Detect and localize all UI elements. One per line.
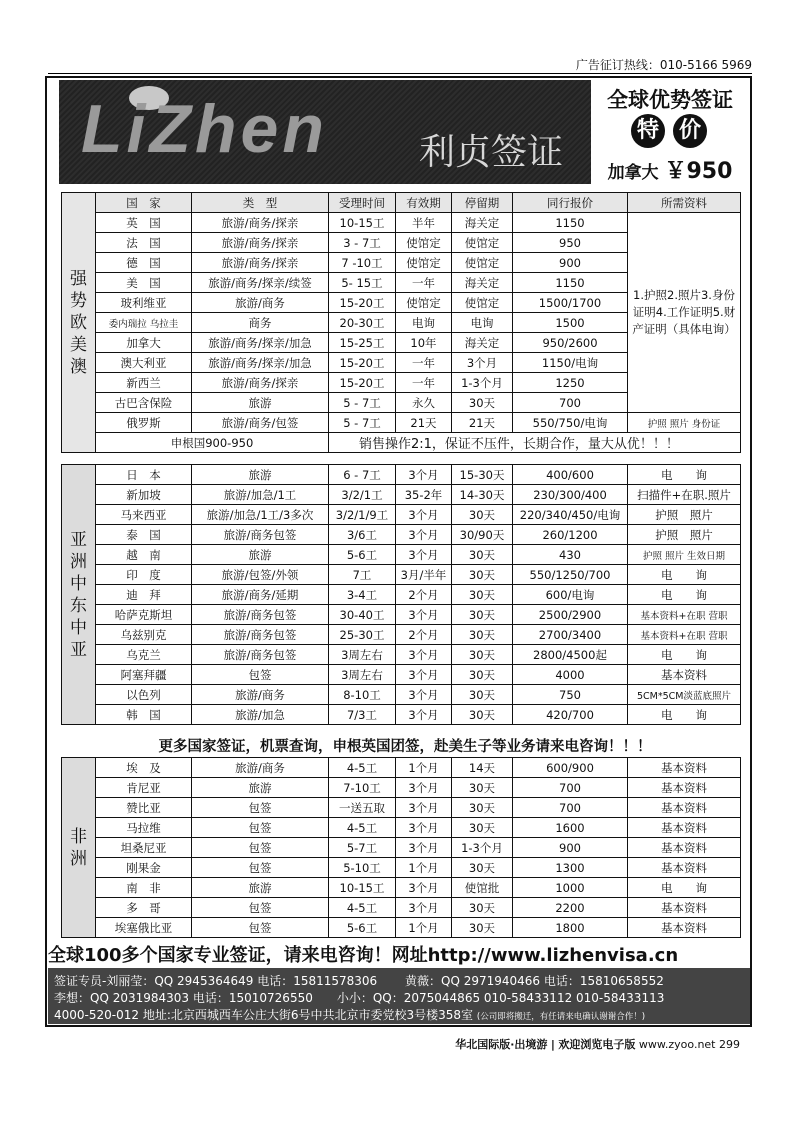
page-footer xyxy=(300,1036,740,1052)
table-cell: 护照 照片 生效日期 xyxy=(628,545,741,565)
table-cell: 30天 xyxy=(452,505,513,525)
table-row xyxy=(62,565,741,585)
contact-line-2: 李想：QQ 2031984303 电话：15010726550 小小：QQ：2075044865 010-58433112 010-58433113 xyxy=(54,991,665,1005)
promo-badge-te: 特 xyxy=(631,114,665,148)
table-cell: 7/3工 xyxy=(329,705,396,725)
table-cell: 坦桑尼亚 xyxy=(96,838,192,858)
table-cell: 包签 xyxy=(192,858,329,878)
table-cell: 旅游/商务/探亲 xyxy=(192,213,329,233)
region-label-asia: 亚洲中东中亚 xyxy=(62,465,96,725)
table-cell: 玻利维亚 xyxy=(96,293,192,313)
table-row xyxy=(62,878,741,898)
footer-slogan: 全球100多个国家专业签证，请来电咨询！网址http://www.lizhenvisa.cn xyxy=(48,945,679,966)
table-cell: 肯尼亚 xyxy=(96,778,192,798)
table-row xyxy=(62,858,741,878)
table-cell: 1800 xyxy=(513,918,628,938)
table-cell: 海关定 xyxy=(452,333,513,353)
table-cell: 4-5工 xyxy=(329,818,396,838)
logo-cn: 利贞签证 xyxy=(419,132,564,173)
ad-hotline: 广告征订热线：010-5166 5969 xyxy=(575,58,752,72)
table-cell: 1-3个月 xyxy=(452,373,513,393)
table-cell: 永久 xyxy=(396,393,452,413)
table-europe-americas xyxy=(61,192,741,453)
footer-separator: | xyxy=(550,1038,555,1051)
contact-bar xyxy=(48,968,750,1024)
table-cell: 基本资料 xyxy=(628,838,741,858)
table-cell: 3/6工 xyxy=(329,525,396,545)
table-cell: 古巴含保险 xyxy=(96,393,192,413)
table-cell: 旅游/加急/1工/3多次 xyxy=(192,505,329,525)
table-row xyxy=(62,818,741,838)
table-cell: 迪 拜 xyxy=(96,585,192,605)
table-cell: 3周左右 xyxy=(329,645,396,665)
table-cell: 550/1250/700 xyxy=(513,565,628,585)
table-cell: 基本资料 xyxy=(628,665,741,685)
table-cell: 旅游/商务/探亲/加急 xyxy=(192,353,329,373)
table-cell: 旅游/包签/外领 xyxy=(192,565,329,585)
table-cell: 950/2600 xyxy=(513,333,628,353)
table-cell: 21天 xyxy=(396,413,452,433)
table-cell: 14-30天 xyxy=(452,485,513,505)
table-cell: 旅游/商务/探亲/续签 xyxy=(192,273,329,293)
table-cell: 新西兰 xyxy=(96,373,192,393)
table-cell: 3 - 7工 xyxy=(329,233,396,253)
table-row xyxy=(62,918,741,938)
table-cell: 1250 xyxy=(513,373,628,393)
table-cell: 400/600 xyxy=(513,465,628,485)
header-cell: 停留期 xyxy=(452,193,513,213)
table-cell: 1150/电询 xyxy=(513,353,628,373)
table-cell: 3个月 xyxy=(396,525,452,545)
table-cell: 包签 xyxy=(192,818,329,838)
table-cell: 30/90天 xyxy=(452,525,513,545)
table-cell: 900 xyxy=(513,838,628,858)
table-cell: 使馆定 xyxy=(396,233,452,253)
table-cell: 35-2年 xyxy=(396,485,452,505)
table-cell: 基本资料 xyxy=(628,858,741,878)
header-cell: 有效期 xyxy=(396,193,452,213)
header-cell: 类 型 xyxy=(192,193,329,213)
table-cell: 南 非 xyxy=(96,878,192,898)
table-cell: 1500 xyxy=(513,313,628,333)
table-cell: 旅游/商务/探亲 xyxy=(192,233,329,253)
table-cell: 一年 xyxy=(396,373,452,393)
table-header-row xyxy=(62,193,741,213)
table-cell: 1150 xyxy=(513,213,628,233)
table-cell: 基本资料+在职 营职 xyxy=(628,625,741,645)
table-cell: 430 xyxy=(513,545,628,565)
table-cell: 30-40工 xyxy=(329,605,396,625)
table-cell: 电 询 xyxy=(628,465,741,485)
table-row xyxy=(62,645,741,665)
table-cell: 2个月 xyxy=(396,585,452,605)
brand-banner xyxy=(59,80,591,184)
table-cell: 1150 xyxy=(513,273,628,293)
region-label-africa: 非洲 xyxy=(62,758,96,938)
table-row xyxy=(62,465,741,485)
contact-note: (公司即将搬迁，有任请来电确认谢谢合作！) xyxy=(476,1012,646,1022)
table-cell: 10-15工 xyxy=(329,213,396,233)
table-cell: 15-20工 xyxy=(329,373,396,393)
table-cell: 德 国 xyxy=(96,253,192,273)
table-cell: 加拿大 xyxy=(96,333,192,353)
table-cell: 电 询 xyxy=(628,878,741,898)
table-row xyxy=(62,685,741,705)
table-cell: 护照 照片 身份证 xyxy=(628,413,741,433)
table-asia-middle-east xyxy=(61,464,741,725)
top-rule xyxy=(48,73,752,74)
table-cell: 英 国 xyxy=(96,213,192,233)
table-cell: 日 本 xyxy=(96,465,192,485)
footer-slogan-text: 欢迎浏览电子版 xyxy=(558,1038,636,1051)
table-cell: 商务 xyxy=(192,313,329,333)
table-cell: 4000 xyxy=(513,665,628,685)
table-row xyxy=(62,758,741,778)
table-cell: 美 国 xyxy=(96,273,192,293)
table-cell: 5 - 7工 xyxy=(329,413,396,433)
table-cell: 多 哥 xyxy=(96,898,192,918)
table-cell: 哈萨克斯坦 xyxy=(96,605,192,625)
table-cell: 旅游/商务包签 xyxy=(192,525,329,545)
table-cell: 乌兹别克 xyxy=(96,625,192,645)
table-cell: 230/300/400 xyxy=(513,485,628,505)
table-cell: 基本资料 xyxy=(628,898,741,918)
promo-title: 全球优势签证 xyxy=(607,88,733,112)
table-cell: 260/1200 xyxy=(513,525,628,545)
table-cell: 30天 xyxy=(452,545,513,565)
table-cell: 扫描件+在职.照片 xyxy=(628,485,741,505)
table-cell: 30天 xyxy=(452,705,513,725)
table-cell: 电 询 xyxy=(628,585,741,605)
table-cell: 3个月 xyxy=(396,645,452,665)
table-cell: 25-30工 xyxy=(329,625,396,645)
table-cell: 旅游/商务包签 xyxy=(192,605,329,625)
table-cell: 一年 xyxy=(396,273,452,293)
table-cell: 3个月 xyxy=(396,705,452,725)
table-cell: 750 xyxy=(513,685,628,705)
table-cell: 15-20工 xyxy=(329,293,396,313)
table-cell: 5- 15工 xyxy=(329,273,396,293)
table-cell: 电 询 xyxy=(628,565,741,585)
contact-address: 4000-520-012 地址:北京西城西车公庄大街6号中共北京市委党校3号楼358室 xyxy=(54,1008,474,1022)
table-cell: 950 xyxy=(513,233,628,253)
table-row xyxy=(62,413,741,433)
table-cell: 3个月 xyxy=(396,898,452,918)
table-cell: 5-6工 xyxy=(329,918,396,938)
header-cell: 同行报价 xyxy=(513,193,628,213)
table-row xyxy=(62,665,741,685)
contact-line-1: 签证专员-刘丽莹：QQ 2945364649 电话：15811578306 黄薇：QQ 2971940466 电话：15810658552 xyxy=(54,974,664,988)
table-cell: 5 - 7工 xyxy=(329,393,396,413)
table-cell: 30天 xyxy=(452,798,513,818)
promo-amount: ￥950 xyxy=(664,159,733,184)
table-cell: 法 国 xyxy=(96,233,192,253)
table-cell: 6 - 7工 xyxy=(329,465,396,485)
table-cell: 3个月 xyxy=(396,665,452,685)
table-cell: 30天 xyxy=(452,858,513,878)
table-cell: 30天 xyxy=(452,818,513,838)
table-row xyxy=(62,525,741,545)
table-cell: 新加坡 xyxy=(96,485,192,505)
table-cell: 15-25工 xyxy=(329,333,396,353)
table-cell: 4-5工 xyxy=(329,758,396,778)
table-cell: 越 南 xyxy=(96,545,192,565)
table-row xyxy=(62,838,741,858)
table-cell: 1500/1700 xyxy=(513,293,628,313)
table-cell: 以色列 xyxy=(96,685,192,705)
table-cell: 印 度 xyxy=(96,565,192,585)
table-cell: 使馆定 xyxy=(452,233,513,253)
table-cell: 30天 xyxy=(452,778,513,798)
table-cell: 3个月 xyxy=(396,465,452,485)
table-cell: 使馆定 xyxy=(396,253,452,273)
table-cell: 3个月 xyxy=(396,685,452,705)
table-cell: 30天 xyxy=(452,685,513,705)
table-cell: 2700/3400 xyxy=(513,625,628,645)
table-cell: 基本资料 xyxy=(628,798,741,818)
table-cell: 旅游/商务包签 xyxy=(192,625,329,645)
table-cell: 阿塞拜疆 xyxy=(96,665,192,685)
table-cell: 700 xyxy=(513,798,628,818)
table-row xyxy=(62,545,741,565)
table-cell: 30天 xyxy=(452,645,513,665)
header-cell: 国 家 xyxy=(96,193,192,213)
table-cell: 旅游/商务/延期 xyxy=(192,585,329,605)
table-cell: 7-10工 xyxy=(329,778,396,798)
table-row xyxy=(62,213,741,233)
table-cell: 旅游/商务/探亲 xyxy=(192,373,329,393)
table-cell: 2200 xyxy=(513,898,628,918)
table-row xyxy=(62,605,741,625)
table-cell: 1个月 xyxy=(396,858,452,878)
table-cell: 8-10工 xyxy=(329,685,396,705)
table-cell: 550/750/电询 xyxy=(513,413,628,433)
table-cell: 旅游/商务 xyxy=(192,758,329,778)
table-cell: 基本资料 xyxy=(628,818,741,838)
table-cell: 乌克兰 xyxy=(96,645,192,665)
table-cell: 旅游 xyxy=(192,393,329,413)
table-cell: 30天 xyxy=(452,393,513,413)
table-cell: 5-10工 xyxy=(329,858,396,878)
table-cell: 护照 照片 xyxy=(628,525,741,545)
table-cell: 包签 xyxy=(192,918,329,938)
table-row xyxy=(62,505,741,525)
table-cell: 使馆批 xyxy=(452,878,513,898)
promo-badge-jia: 价 xyxy=(673,114,707,148)
table-cell: 埃塞俄比亚 xyxy=(96,918,192,938)
table-cell: 韩 国 xyxy=(96,705,192,725)
table-cell: 3个月 xyxy=(396,545,452,565)
notice-row xyxy=(62,433,741,453)
table-cell: 600/900 xyxy=(513,758,628,778)
table-cell: 220/340/450/电询 xyxy=(513,505,628,525)
table-cell: 3/2/1工 xyxy=(329,485,396,505)
table-cell: 旅游/商务/包签 xyxy=(192,413,329,433)
logo-en: LiZhen xyxy=(81,91,328,167)
table-cell: 一送五取 xyxy=(329,798,396,818)
table-africa xyxy=(61,757,741,938)
table-cell: 旅游 xyxy=(192,545,329,565)
table-cell: 3个月 xyxy=(396,778,452,798)
table-cell: 旅游 xyxy=(192,778,329,798)
table-cell: 5-6工 xyxy=(329,545,396,565)
table-cell: 30天 xyxy=(452,605,513,625)
table-cell: 马来西亚 xyxy=(96,505,192,525)
table-cell: 3个月 xyxy=(396,605,452,625)
table-cell: 5CM*5CM淡蓝底照片 xyxy=(628,685,741,705)
promo-box xyxy=(591,80,749,184)
table-cell: 900 xyxy=(513,253,628,273)
promo-price xyxy=(591,154,749,185)
table-cell: 电询 xyxy=(396,313,452,333)
table-cell: 20-30工 xyxy=(329,313,396,333)
table-cell: 使馆定 xyxy=(452,253,513,273)
table-cell: 半年 xyxy=(396,213,452,233)
table-cell: 包签 xyxy=(192,798,329,818)
table-cell: 10-15工 xyxy=(329,878,396,898)
schengen-price: 申根国900-950 xyxy=(96,433,329,453)
sales-notice: 销售操作2:1，保证不压件，长期合作，量大从优！！！ xyxy=(329,433,741,453)
publication-name: 华北国际版·出境游 xyxy=(455,1038,548,1051)
table-cell: 旅游/商务/探亲 xyxy=(192,253,329,273)
table-cell: 包签 xyxy=(192,898,329,918)
table-cell: 使馆定 xyxy=(452,293,513,313)
table-cell: 3月/半年 xyxy=(396,565,452,585)
header-cell: 受理时间 xyxy=(329,193,396,213)
region-label-europe: 强势欧美澳 xyxy=(62,193,96,453)
table-cell: 4-5工 xyxy=(329,898,396,918)
table-cell: 5-7工 xyxy=(329,838,396,858)
table-cell: 旅游 xyxy=(192,878,329,898)
table-cell: 电询 xyxy=(452,313,513,333)
table-cell: 包签 xyxy=(192,665,329,685)
table-row xyxy=(62,778,741,798)
table-cell: 15-20工 xyxy=(329,353,396,373)
table-cell: 3个月 xyxy=(396,505,452,525)
table-cell: 澳大利亚 xyxy=(96,353,192,373)
table-row xyxy=(62,485,741,505)
table-cell: 泰 国 xyxy=(96,525,192,545)
contact-line-3 xyxy=(54,1006,645,1023)
table-row xyxy=(62,798,741,818)
table-cell: 14天 xyxy=(452,758,513,778)
table-cell: 30天 xyxy=(452,898,513,918)
table-cell: 700 xyxy=(513,778,628,798)
materials-cell: 1.护照2.照片3.身份证明4.工作证明5.财产证明（具体电询） xyxy=(628,213,741,413)
table-cell: 基本资料 xyxy=(628,758,741,778)
promo-country: 加拿大 xyxy=(607,163,659,183)
table-cell: 3-4工 xyxy=(329,585,396,605)
table-cell: 刚果金 xyxy=(96,858,192,878)
table-cell: 3个月 xyxy=(396,838,452,858)
table-cell: 基本资料 xyxy=(628,778,741,798)
table-cell: 旅游/商务/探亲/加急 xyxy=(192,333,329,353)
table-cell: 1个月 xyxy=(396,918,452,938)
table-cell: 3个月 xyxy=(396,818,452,838)
more-services-notice: 更多国家签证，机票查询，申根英国团签，赴美生子等业务请来电咨询！！！ xyxy=(158,739,652,755)
table-cell: 使馆定 xyxy=(396,293,452,313)
table-cell: 基本资料+在职 营职 xyxy=(628,605,741,625)
table-cell: 电 询 xyxy=(628,705,741,725)
table-row xyxy=(62,705,741,725)
table-cell: 21天 xyxy=(452,413,513,433)
table-cell: 护照 照片 xyxy=(628,505,741,525)
table-cell: 700 xyxy=(513,393,628,413)
table-cell: 基本资料 xyxy=(628,918,741,938)
table-cell: 1000 xyxy=(513,878,628,898)
table-cell: 7工 xyxy=(329,565,396,585)
table-cell: 1300 xyxy=(513,858,628,878)
table-cell: 马拉维 xyxy=(96,818,192,838)
table-cell: 7 -10工 xyxy=(329,253,396,273)
table-cell: 600/电询 xyxy=(513,585,628,605)
table-cell: 委内瑞拉 乌拉圭 xyxy=(96,313,192,333)
table-row xyxy=(62,625,741,645)
table-row xyxy=(62,898,741,918)
table-cell: 旅游/商务 xyxy=(192,293,329,313)
table-row xyxy=(62,585,741,605)
table-cell: 30天 xyxy=(452,625,513,645)
page-number: 299 xyxy=(719,1038,740,1051)
table-cell: 30天 xyxy=(452,565,513,585)
table-cell: 3/2/1/9工 xyxy=(329,505,396,525)
table-cell: 海关定 xyxy=(452,273,513,293)
table-cell: 30天 xyxy=(452,585,513,605)
table-cell: 2800/4500起 xyxy=(513,645,628,665)
table-cell: 1个月 xyxy=(396,758,452,778)
table-cell: 海关定 xyxy=(452,213,513,233)
table-cell: 俄罗斯 xyxy=(96,413,192,433)
table-cell: 10年 xyxy=(396,333,452,353)
table-cell: 30天 xyxy=(452,665,513,685)
table-cell: 旅游/商务包签 xyxy=(192,645,329,665)
table-cell: 2500/2900 xyxy=(513,605,628,625)
table-cell: 包签 xyxy=(192,838,329,858)
table-cell: 旅游 xyxy=(192,465,329,485)
table-cell: 15-30天 xyxy=(452,465,513,485)
table-cell: 3周左右 xyxy=(329,665,396,685)
table-cell: 1600 xyxy=(513,818,628,838)
table-cell: 电 询 xyxy=(628,645,741,665)
table-cell: 旅游/商务 xyxy=(192,685,329,705)
table-cell: 2个月 xyxy=(396,625,452,645)
table-cell: 赞比亚 xyxy=(96,798,192,818)
table-cell: 旅游/加急 xyxy=(192,705,329,725)
table-cell: 3个月 xyxy=(396,878,452,898)
table-cell: 旅游/加急/1工 xyxy=(192,485,329,505)
header-cell: 所需资料 xyxy=(628,193,741,213)
table-cell: 3个月 xyxy=(452,353,513,373)
table-cell: 420/700 xyxy=(513,705,628,725)
table-cell: 30天 xyxy=(452,918,513,938)
table-cell: 3个月 xyxy=(396,798,452,818)
table-cell: 埃 及 xyxy=(96,758,192,778)
footer-site: www.zyoo.net xyxy=(638,1038,716,1051)
table-cell: 1-3个月 xyxy=(452,838,513,858)
table-cell: 一年 xyxy=(396,353,452,373)
